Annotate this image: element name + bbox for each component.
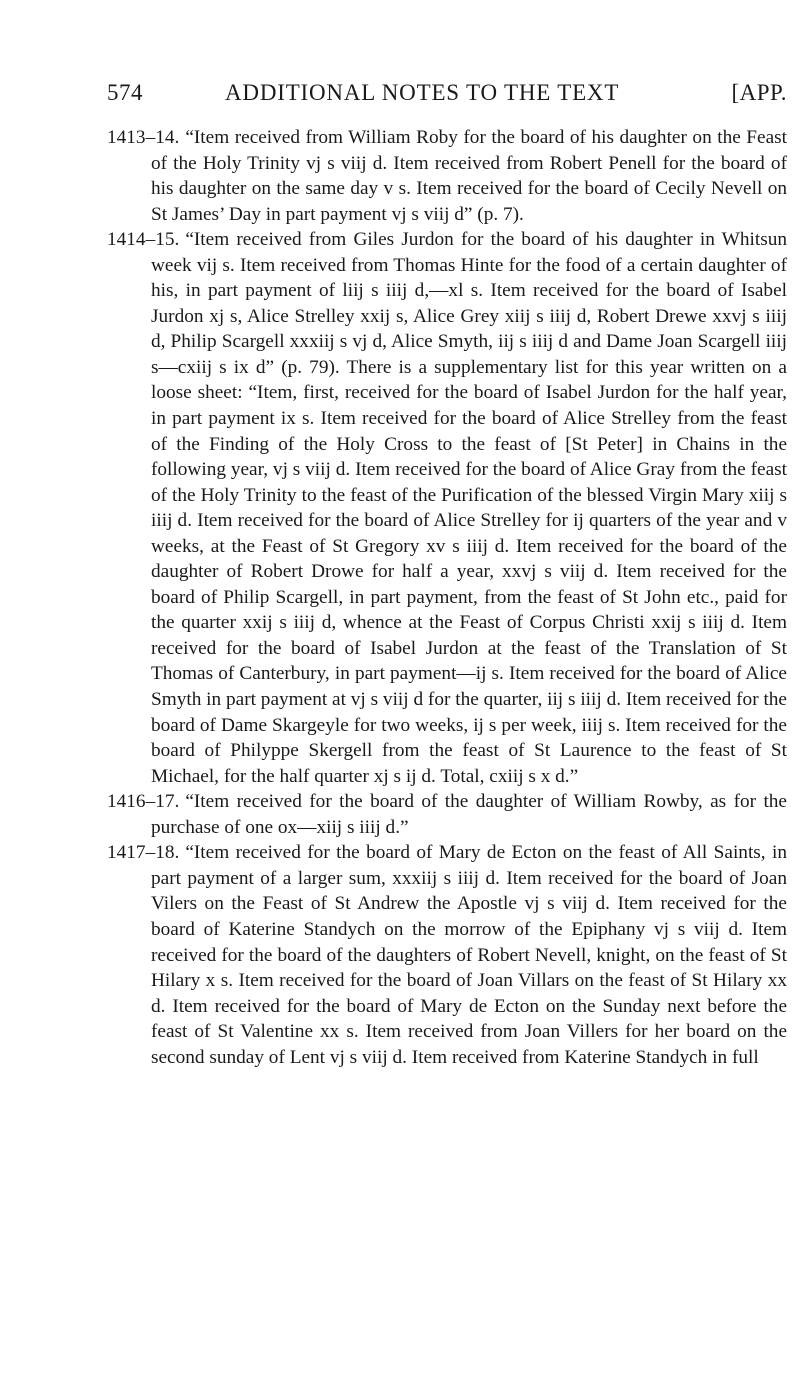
- entry-text: “Item received for the board of Mary de Ecton on the feast of All Saints, in part payment of a larger sum, xxxiij s iiij d. Item received for the board of Joan Vilers on the Feast of St Andrew the Apostle vj s viij d. Item received for the board of Katerine Standych on the morrow of the Epiphany vj s viij d. Item received for the board of the daughters of Robert Nevell, knight, on the feast of St Hilary x s. Item received for the board of Joan Villars on the feast of St Hilary xx d. Item received for the board of Mary de Ecton on the Sunday next before the feast of St Valentine xx s. Item received from Joan Villers for her board on the second sunday of Lent vj s viij d. Item received from Katerine Standych in full: [151, 842, 787, 1068]
- entry-1414-15: [107, 227, 787, 789]
- entry-1413-14: [107, 125, 787, 227]
- entry-text: “Item received from William Roby for the board of his daughter on the Feast of the Holy Trinity vj s viij d. Item received from Robert Penell for the board of his daughter on the same day v s. Item received for the board of Cecily Nevell on St James’ Day in part payment vj s viij d” (p. 7).: [151, 127, 787, 225]
- entry-1417-18: [107, 840, 787, 1070]
- running-title: ADDITIONAL NOTES TO THE TEXT: [225, 80, 620, 105]
- entry-1416-17: [107, 789, 787, 840]
- entry-year: 1417–18.: [107, 842, 180, 864]
- running-head: [107, 80, 787, 110]
- body-text: [107, 125, 787, 1070]
- section-marker: [APP.: [731, 80, 787, 105]
- entry-year: 1414–15.: [107, 229, 180, 251]
- page-number: 574: [107, 80, 143, 105]
- entry-year: 1416–17.: [107, 791, 180, 813]
- entry-text: “Item received for the board of the daughter of William Rowby, as for the purchase of one ox—xiij s iiij d.”: [151, 791, 787, 838]
- entry-text: “Item received from Giles Jurdon for the board of his daughter in Whitsun week vij s. Item received from Thomas Hinte for the food of a certain daughter of his, in part payment of liij s iiij d,—xl s. Item received for the board of Isabel Jurdon xj s, Alice Strelley xxij s, Alice Grey xiij s iiij d, Robert Drewe xxvj s iiij d, Philip Scargell xxxiij s vj d, Alice Smyth, iij s iiij d and Dame Joan Scargell iiij s—cxiij s ix d” (p. 79). There is a supplementary list for this year written on a loose sheet: “Item, first, received for the board of Isabel Jurdon for the half year, in part payment ix s. Item received for the board of Alice Strelley from the feast of the Finding of the Holy Cross to the feast of [St Peter] in Chains in the following year, vj s viij d. Item received for the board of Alice Gray from the feast of the Holy Trinity to the feast of the Purification of the blessed Virgin Mary xiij s iiij d. Item received for the board of Alice Strelley for ij quarters of the year and v weeks, at the Feast of St Gregory xv s iiij d. Item received for the board of the daughter of Robert Drowe for half a year, xxvj s viij d. Item received for the board of Philip Scargell, in part payment, from the feast of St John etc., paid for the quarter xxij s iiij d, whence at the Feast of Corpus Christi xxij s iiij d. Item received for the board of Isabel Jurdon at the feast of the Translation of St Thomas of Canterbury, in part payment—ij s. Item received for the board of Alice Smyth in part payment at vj s viij d for the quarter, iij s iiij d. Item received for the board of Dame Skargeyle for two weeks, ij s per week, iiij s. Item received for the board of Philyppe Skergell from the feast of St Laurence to the feast of St Michael, for the half quarter xj s ij d. Total, cxiij s x d.”: [151, 229, 787, 787]
- entry-year: 1413–14.: [107, 127, 180, 148]
